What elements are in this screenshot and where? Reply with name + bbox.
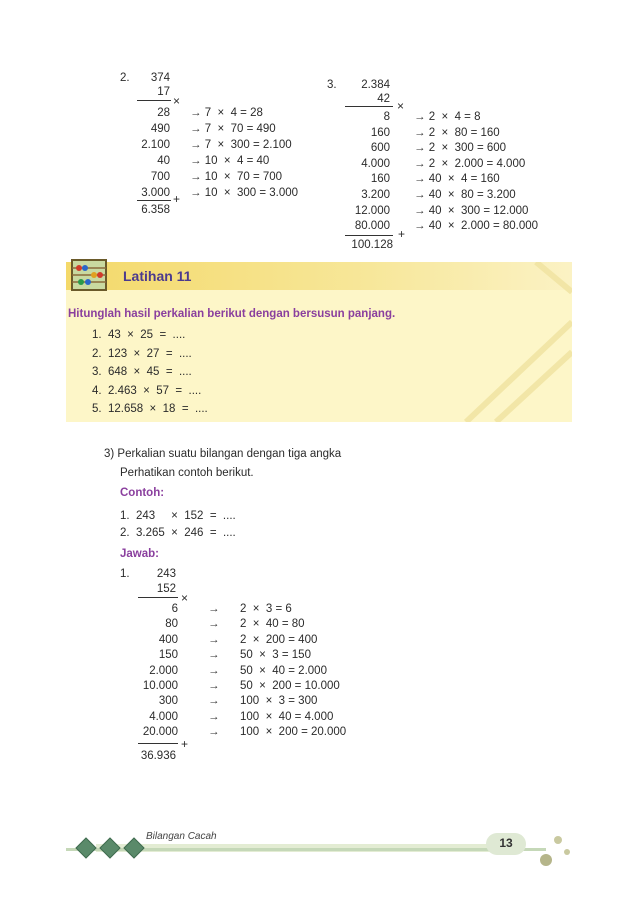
calculation-note: → 40 × 2.000 = 80.000: [414, 220, 539, 233]
arrow: →: [208, 618, 220, 631]
jawab-label: Jawab:: [120, 548, 159, 560]
result: 6.358: [141, 204, 170, 216]
multiplier: 42: [377, 93, 390, 105]
multiplier: 152: [156, 583, 176, 595]
calculation-note: → 7 × 300 = 2.100: [190, 139, 292, 151]
result: 36.936: [140, 750, 176, 762]
calculation-note: 100 × 40 = 4.000: [240, 710, 334, 723]
example-label: 1.: [120, 568, 130, 580]
calculation-note: → 7 × 4 = 28: [190, 107, 263, 119]
result: 100.128: [351, 239, 393, 251]
contoh-item: 2. 3.265 × 246 = ....: [120, 527, 236, 539]
multiplier: 17: [157, 86, 170, 98]
page-number: 13: [499, 836, 513, 850]
arrow: →: [208, 633, 220, 646]
calculation-note: 100 × 200 = 20.000: [240, 726, 347, 739]
partial-product: 28: [157, 107, 170, 119]
contoh-item: 1. 243 × 152 = ....: [120, 510, 236, 522]
separator-line: [345, 106, 393, 107]
times-sign: ×: [181, 591, 189, 605]
partial-product: 12.000: [354, 204, 390, 217]
times-sign: ×: [173, 94, 181, 108]
partial-product: 490: [150, 123, 170, 135]
calculation-note: 2 × 40 = 80: [240, 618, 305, 631]
calculation-note: → 2 × 80 = 160: [414, 126, 500, 139]
partial-product: 3.000: [141, 187, 170, 199]
partial-product: 6: [171, 603, 178, 615]
calculation-note: 2 × 200 = 400: [240, 633, 318, 646]
partial-product: 40: [157, 155, 170, 167]
partial-product: 160: [370, 126, 390, 139]
partial-product: 600: [370, 142, 390, 155]
times-sign: ×: [397, 99, 405, 113]
multiplicand: 2.384: [361, 79, 390, 91]
partial-product: 80.000: [354, 220, 390, 233]
partial-product: 4.000: [149, 710, 178, 723]
calculation-note: → 40 × 300 = 12.000: [414, 204, 529, 217]
example-label: 2.: [120, 72, 130, 84]
separator-line: [138, 743, 178, 744]
multiplicand: 243: [156, 568, 176, 580]
calculation-note: → 2 × 4 = 8: [414, 111, 481, 123]
plus-sign: +: [398, 227, 406, 241]
partial-product: 2.100: [141, 139, 170, 151]
partial-product: 150: [158, 649, 178, 662]
partial-product: 2.000: [149, 664, 178, 677]
calculation-note: 50 × 200 = 10.000: [240, 680, 340, 692]
arrow: →: [208, 710, 220, 723]
exercise-item: 1. 43 × 25 = ....: [92, 329, 186, 341]
exercise-item: 5. 12.658 × 18 = ....: [92, 403, 208, 415]
calculation-note: → 10 × 300 = 3.000: [190, 187, 299, 199]
chapter-name: Bilangan Cacah: [146, 831, 217, 842]
arrow: →: [208, 603, 220, 615]
exercise-item: 2. 123 × 27 = ....: [92, 347, 192, 360]
partial-product: 160: [370, 173, 390, 186]
arrow: →: [208, 695, 220, 708]
partial-product: 80: [165, 618, 178, 631]
separator-line: [137, 100, 171, 101]
calculation-note: → 40 × 4 = 160: [414, 173, 500, 186]
partial-product: 20.000: [142, 726, 178, 739]
exercise-item: 3. 648 × 45 = ....: [92, 366, 192, 378]
plus-sign: +: [173, 192, 181, 206]
separator-line: [138, 597, 178, 598]
partial-product: 700: [150, 171, 170, 183]
plus-sign: +: [181, 737, 189, 751]
partial-product: 3.200: [361, 189, 390, 201]
section-subheading: Perhatikan contoh berikut.: [120, 467, 254, 479]
calculation-note: → 7 × 70 = 490: [190, 123, 276, 135]
partial-product: 10.000: [142, 680, 178, 692]
arrow: →: [208, 680, 220, 692]
calculation-note: 50 × 40 = 2.000: [240, 664, 327, 677]
contoh-label: Contoh:: [120, 487, 165, 499]
partial-product: 8: [383, 111, 390, 123]
multiplicand: 374: [150, 72, 170, 84]
calculation-note: → 10 × 70 = 700: [190, 171, 283, 183]
calculation-note: 50 × 3 = 150: [240, 649, 311, 662]
partial-product: 400: [158, 633, 178, 646]
arrow: →: [208, 726, 220, 739]
arrow: →: [208, 664, 220, 677]
example-label: 3.: [327, 79, 337, 91]
exercise-item: 4. 2.463 × 57 = ....: [92, 384, 202, 397]
calculation-note: → 2 × 300 = 600: [414, 142, 507, 155]
calculation-note: → 10 × 4 = 40: [190, 155, 270, 167]
arrow: →: [208, 649, 220, 662]
separator-line: [345, 235, 393, 236]
separator-line: [137, 200, 171, 201]
calculation-note: 2 × 3 = 6: [240, 603, 292, 615]
calculation-note: → 2 × 2.000 = 4.000: [414, 157, 526, 170]
calculation-note: 100 × 3 = 300: [240, 695, 318, 708]
partial-product: 4.000: [361, 157, 390, 170]
section-heading: 3) Perkalian suatu bilangan dengan tiga angka: [104, 448, 342, 460]
exercise-instruction: Hitunglah hasil perkalian berikut dengan bersusun panjang.: [68, 308, 396, 320]
exercise-title: Latihan 11: [123, 268, 192, 284]
abacus-icon: [70, 258, 108, 292]
calculation-note: → 40 × 80 = 3.200: [414, 189, 516, 201]
partial-product: 300: [158, 695, 178, 708]
